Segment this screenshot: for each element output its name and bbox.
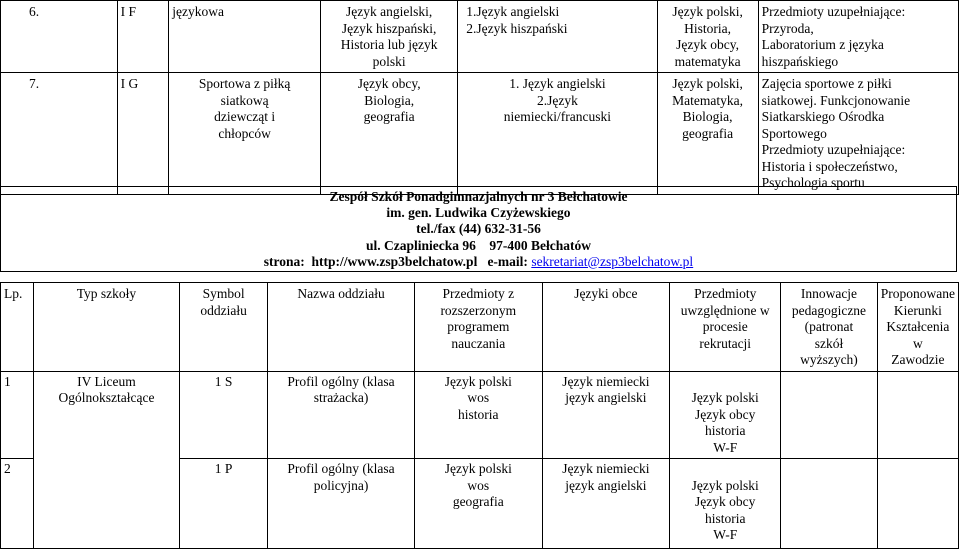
school-name: Zespół Szkół Ponadgimnazjalnych nr 3 Bełchatowie	[329, 189, 628, 204]
innovations	[781, 371, 877, 459]
row-number: 6.	[1, 1, 118, 73]
header-extended-subjects: Przedmioty z rozszerzonym programem nauczania	[415, 283, 542, 372]
class-symbol: 1 S	[180, 371, 268, 459]
recruitment-subjects: Język polski, Historia, Język obcy, matematyka	[657, 1, 758, 73]
vocational-directions	[877, 459, 958, 549]
class-symbol: I G	[117, 73, 169, 195]
table-row	[1, 73, 959, 195]
header-class-name: Nazwa oddziału	[268, 283, 415, 372]
header-symbol: Symbol oddziału	[180, 283, 268, 372]
foreign-languages: Język niemiecki język angielski	[542, 371, 670, 459]
table-row	[1, 1, 959, 73]
school-address: ul. Czapliniecka 96 97-400 Bełchatów	[366, 237, 591, 253]
header-languages: Języki obce	[542, 283, 670, 372]
foreign-languages: 1.Język angielski 2.Język hiszpański	[458, 1, 657, 73]
extended-subjects: Język polski wos historia	[415, 371, 542, 459]
recruitment-subjects: Język polski Język obcy historia W-F	[670, 459, 781, 549]
email-link[interactable]: sekretariat@zsp3belchatow.pl	[531, 253, 694, 269]
class-name: Profil ogólny (klasa policyjna)	[268, 459, 415, 549]
extended-subjects: Język polski wos geografia	[415, 459, 542, 549]
row-number: 7.	[1, 73, 118, 195]
header-lp: Lp.	[1, 283, 34, 372]
header-row	[1, 283, 959, 372]
school-patron: im. gen. Ludwika Czyżewskiego	[386, 205, 571, 221]
profile-name: językowa	[169, 1, 321, 73]
recruitment-subjects: Język polski, Matematyka, Biologia, geografia	[657, 73, 758, 195]
extra-info: Przedmioty uzupełniające: Przyroda, Laboratorium z języka hiszpańskiego	[758, 1, 958, 73]
class-symbol: 1 P	[180, 459, 268, 549]
school-web: strona: http://www.zsp3belchatow.pl e-mail:	[263, 253, 532, 269]
extra-info: Zajęcia sportowe z piłki siatkowej. Funkcjonowanie Siatkarskiego Ośrodka Sportowego Przedmioty uzupełniające: Historia i społeczeństwo, Psychologia sportu	[758, 73, 958, 195]
foreign-languages: 1. Język angielski 2.Język niemiecki/francuski	[458, 73, 657, 195]
class-name: Profil ogólny (klasa strażacka)	[268, 371, 415, 459]
header-innovations: Innowacje pedagogiczne (patronat szkół wyższych)	[781, 283, 877, 372]
vocational-directions	[877, 371, 958, 459]
header-recruitment: Przedmioty uwzględnione w procesie rekrutacji	[670, 283, 781, 372]
header-school-type: Typ szkoły	[33, 283, 179, 372]
row-lp: 1	[1, 371, 34, 459]
class-symbol: I F	[117, 1, 169, 73]
school-info-box	[0, 186, 957, 272]
school-phone: tel./fax (44) 632-31-56	[416, 221, 541, 237]
classes-table	[0, 282, 959, 549]
profiles-table	[0, 0, 959, 195]
extended-subjects: Język angielski, Język hiszpański, Historia lub język polski	[321, 1, 458, 73]
extended-subjects: Język obcy, Biologia, geografia	[321, 73, 458, 195]
recruitment-subjects: Język polski Język obcy historia W-F	[670, 371, 781, 459]
school-contact	[1, 254, 956, 270]
row-lp: 2	[1, 459, 34, 549]
innovations	[781, 459, 877, 549]
header-vocational: Proponowane Kierunki Kształcenia w Zawodzie	[877, 283, 958, 372]
school-type: IV Liceum Ogólnokształcące	[33, 371, 179, 549]
table-row	[1, 371, 959, 459]
profile-name: Sportowa z piłką siatkową dziewcząt i chłopców	[169, 73, 321, 195]
foreign-languages: Język niemiecki język angielski	[542, 459, 670, 549]
